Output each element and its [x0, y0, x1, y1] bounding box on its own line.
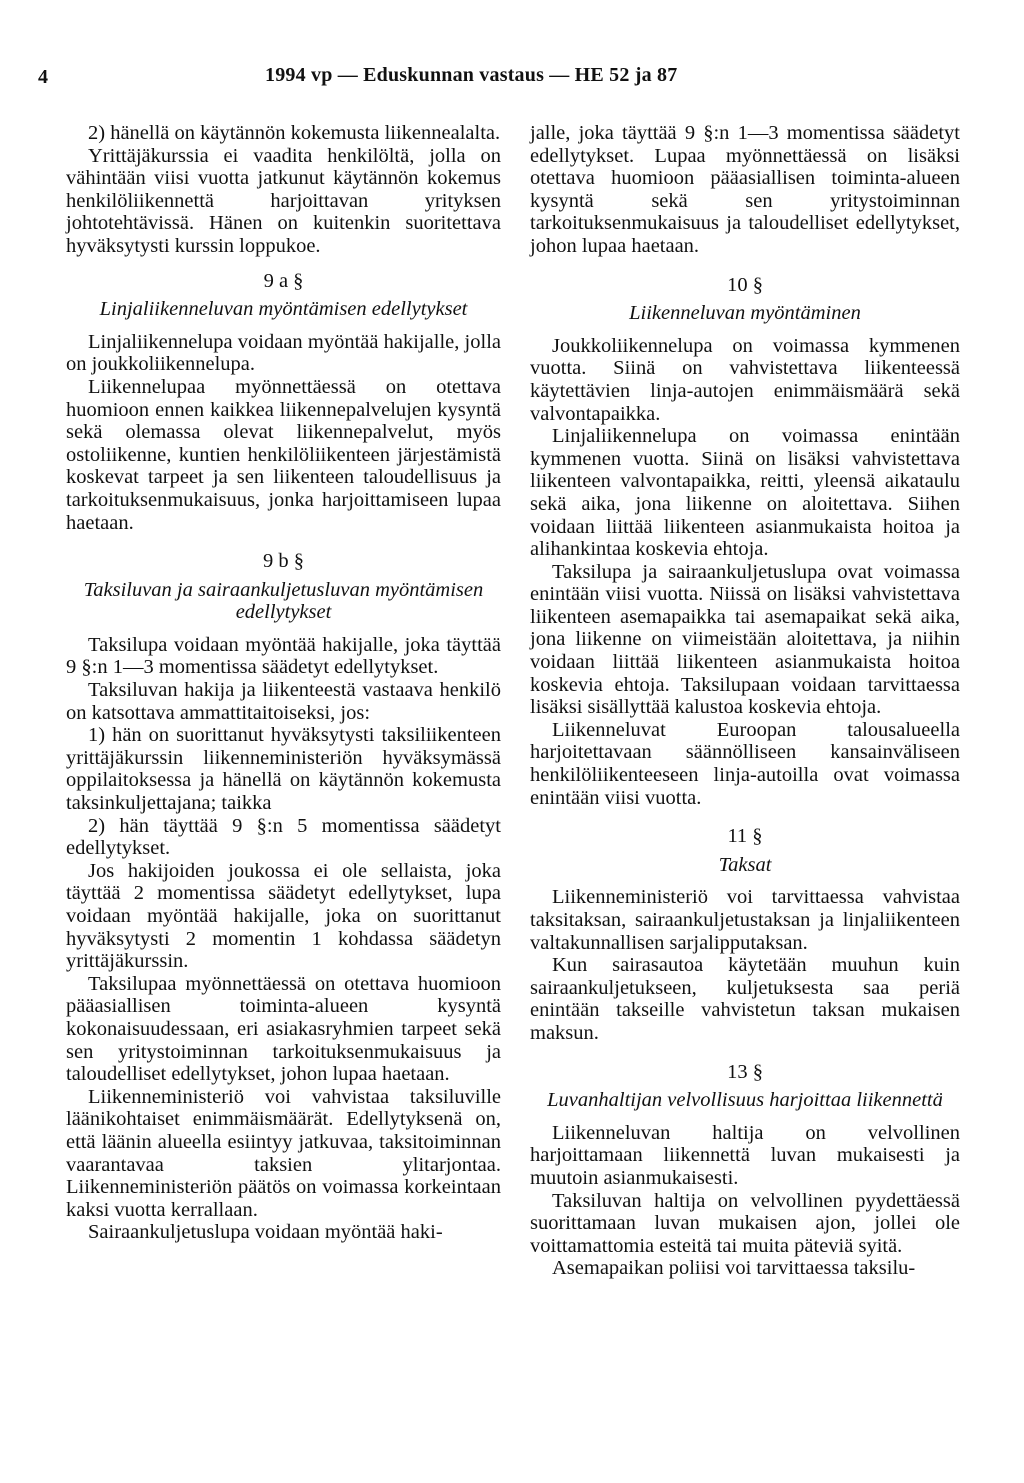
paragraph: Asemapaikan poliisi voi tarvittaessa taksilu- [552, 1257, 916, 1280]
paragraph: 2) hän täyttää 9 §:n 5 momentissa säädetyt edellytykset. [66, 814, 501, 860]
paragraph: Kun sairasautoa käytetään muuhun kuin sairaankuljetukseen, kuljetuksesta saa periä enintään takseille vahvistetun taksan mukaisen maksun. [530, 954, 960, 1044]
paragraph: 2) hänellä on käytännön kokemusta liikennealalta. [88, 122, 501, 144]
paragraph: Liikenneministeriö voi tarvittaessa vahvistaa taksitaksan, sairaankuljetustaksan ja linjaliikenteen valtakunnallisen sarjalipputaksan. [530, 886, 960, 954]
section-title: Taksiluvan ja sairaankuljetusluvan myöntämisen edellytykset [83, 578, 484, 624]
paragraph: Yrittäjäkurssia ei vaadita henkilöltä, jolla on vähintään viisi vuotta jatkunut käytännön kokemus henkilöliikennettä harjoittavan yrityksen johtotehtävissä. Hänen on kuitenkin suoritettava hyväksytysti kurssin loppukoe. [66, 144, 501, 257]
paragraph: Sairaankuljetuslupa voidaan myöntää haki- [88, 1221, 443, 1244]
paragraph: Taksilupaa myönnettäessä on otettava huomioon pääasiallisen toiminta-alueen kysyntä kokonaisuudessaan, eri asiakasryhmien tarpeet sekä sen yritystoiminnan tarkoituksenmukaisuus ja taloudelliset edellytykset, johon lupaa haetaan. [66, 972, 501, 1086]
paragraph: Taksiluvan haltija on velvollinen pyydettäessä suorittamaan luvan mukaisen ajon, jollei ole voittamattomia esteitä tai muita päteviä syitä. [530, 1189, 960, 1257]
paragraph: Taksilupa ja sairaankuljetuslupa ovat voimassa enintään viisi vuotta. Niissä on lisäksi vahvistettava liikenteen asemapaikka tai asemapaikat sekä aika, jona liikenne on viimeistään aloitettava, ja niihin voidaan liittää liikenteen asianmukaista hoitoa koskevia ehtoja. Taksilupaan voidaan tarvittaessa lisäksi sisällyttää kalustoa koskevia ehtoja. [530, 560, 960, 719]
paragraph: Taksiluvan hakija ja liikenteestä vastaava henkilö on katsottava ammattitaitoiseksi, jos: [66, 679, 501, 724]
paragraph: Linjaliikennelupa on voimassa enintään kymmenen vuotta. Siinä on lisäksi vahvistettava liikenteen valvontapaikka, reitti, yleensä aikataulu sekä aika, jona liikenne on aloitettava. Siihen voidaan liittää liikenteen asianmukaista hoitoa ja alihankintaa koskevia ehtoja. [530, 425, 960, 561]
left-column [66, 122, 501, 1244]
paragraph: Linjaliikennelupa voidaan myöntää hakijalle, jolla on joukkoliikennelupa. [66, 330, 501, 376]
paragraph: Liikennelupaa myönnettäessä on otettava huomioon ennen kaikkea liikennepalvelujen kysyntä sekä olemassa olevat liikennepalvelut, myös ostoliikenne, kuntien henkilöliikenteen järjestämistä koskevat tarpeet ja sen liikenteen taloudellisuus ja tarkoituksenmukaisuus, jonka harjoittamiseen lupaa haetaan. [66, 375, 501, 534]
paragraph: Taksilupa voidaan myöntää hakijalle, joka täyttää 9 §:n 1—3 momentissa säädetyt edellytykset. [66, 633, 501, 679]
section-number: 10 § [727, 273, 763, 296]
section-number: 11 § [727, 825, 763, 848]
section-number: 13 § [727, 1060, 763, 1083]
section-title: Taksat [718, 853, 772, 876]
paragraph: Jos hakijoiden joukossa ei ole sellaista, joka täyttää 2 momentissa säädetyt edellytykset, lupa voidaan myöntää hakijalle, joka on suorittanut hyväksytysti 2 momentin 1 kohdassa säädetyn yrittäjäkurssin. [66, 859, 501, 973]
section-title: Luvanhaltijan velvollisuus harjoittaa liikennettä [547, 1089, 943, 1112]
section-title: Linjaliikenneluvan myöntämisen edellytykset [99, 298, 468, 321]
section-number: 9 b § [263, 550, 304, 573]
section-number: 9 a § [263, 269, 304, 292]
section-title: Liikenneluvan myöntäminen [629, 302, 861, 325]
paragraph: jalle, joka täyttää 9 §:n 1—3 momentissa säädetyt edellytykset. Lupaa myönnettäessä on lisäksi otettava huomioon pääasiallisen toiminta-alueen kysyntä sekä sen yritystoiminnan tarkoituksenmukaisuus ja taloudelliset edellytykset, johon lupaa haetaan. [530, 122, 960, 257]
running-header: 1994 vp — Eduskunnan vastaus — HE 52 ja 87 [265, 64, 678, 86]
paragraph: Joukkoliikennelupa on voimassa kymmenen vuotta. Siinä on vahvistettava liikenteessä käytettävien linja-autojen enimmäismäärä sekä valvontapaikka. [530, 334, 960, 425]
paragraph: Liikenneministeriö voi vahvistaa taksiluville läänikohtaiset enimmäismäärät. Edellytyksenä on, että läänin alueella esiintyy jatkuvaa, taksitoiminnan vaarantavaa taksien ylitarjontaa. Liikenneministeriön päätös on voimassa korkeintaan kaksi vuotta kerrallaan. [66, 1085, 501, 1221]
paragraph: Liikenneluvan haltija on velvollinen harjoittamaan liikennettä luvan mukaisesti ja muutoin asianmukaisesti. [530, 1121, 960, 1189]
paragraph: 1) hän on suorittanut hyväksytysti taksiliikenteen yrittäjäkurssin liikenneministeriön hyväksymässä oppilaitoksessa ja hänellä on käytännön kokemusta taksinkuljettajana; taikka [66, 724, 501, 815]
paragraph: Liikenneluvat Euroopan talousalueella harjoitettavaan säännölliseen kansainväliseen henkilöliikenteeseen linja-autoilla ovat voimassa enintään viisi vuotta. [530, 718, 960, 809]
page-number: 4 [38, 66, 48, 88]
right-column [530, 122, 960, 1280]
